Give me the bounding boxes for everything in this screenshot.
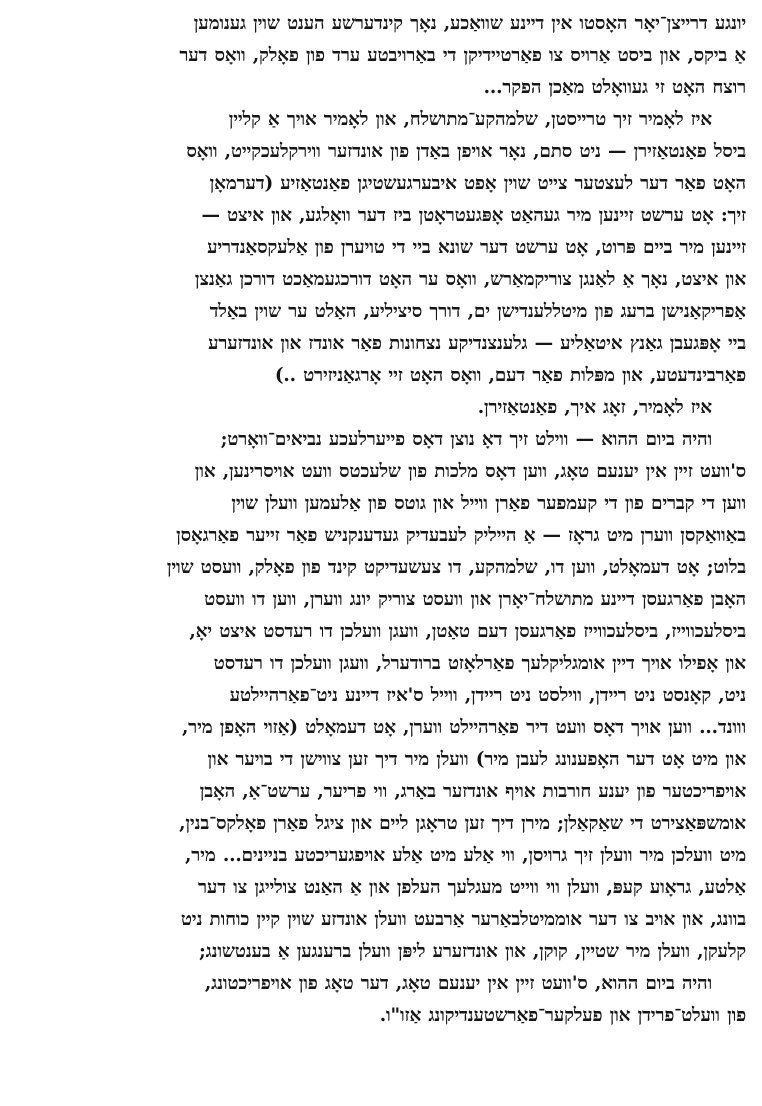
text-line: זיך: אָט ערשט זיינען מיר געהאַט אָפּגעטראָטן ביז דער וואָלגע, און איצט — xyxy=(201,205,746,226)
text-line: און אָפילו אויך דיין אומגליקלעך פאַרלאָזט ברודערל, וועגן וועלכן דו רעדסט xyxy=(213,653,746,674)
document-page xyxy=(18,8,746,1098)
text-line: ווען די קברים פון די קעמפער פאַרן ווייל און גוטס פון אַלעמען וועלן שוין xyxy=(231,493,746,514)
paragraph-2 xyxy=(18,104,746,392)
text-line: רוצח האָט זי געוואָלט מאַכן הפקר... xyxy=(483,77,746,98)
text-line: ס'וועט זיין אין יענעם טאָג, ווען דאָס מלכות פון שלעכטס וועט אויסרינען, און xyxy=(194,461,746,482)
text-line: און איצט, נאָך אַ לאַנגן צוריקמאַרש, וואָס ער האָט דורכגעמאַכט דורכן גאַנצן xyxy=(194,269,746,290)
text-line: ביי אָפּגעבן גאַנץ איטאַליע — גלענצנדיקע נצחונות פאַר אונדז און אונדזערע xyxy=(208,333,746,354)
text-line: אַפריקאַנישן ברעג פון מיטללענדישן ים, דורך סיציליע, האַלט ער שוין באַלד xyxy=(209,301,746,322)
text-line: בוונג, און אויב צו דער אוממיטלבאַרער אַרבעט וועלן אונדזע שוין קיין כוחות ניט xyxy=(180,909,746,930)
text-line: אַלטע, גראָוע קעפּ, וועלן ווי ווייט מעגלעך העלפן און אַ האַנט צולייגן צו דער xyxy=(198,877,746,898)
yiddish-text-body xyxy=(18,8,746,1032)
text-line: והיה ביום ההוא, ס'וועט זיין אין יענעם טאָג, דער טאָג פון אויפריכטונג, xyxy=(204,973,712,994)
text-line: ניט, קאָנסט ניט ריידן, ווילסט ניט ריידן, ווייל ס'איז דיינע ניט־פאַרהיילטע xyxy=(229,685,746,706)
text-line: מיט וועלכן מיר וועלן זיך גרויסן, ווי אַלע מיט אַלע אויפגעריכטע בניינים... מיר, xyxy=(185,845,746,866)
paragraph-4 xyxy=(18,424,746,968)
text-line: ביסלעכווייז, ביסלעכווייז פאַרגעסן דעם טאַטן, וועגן וועלכן דו רעדסט איצט יאָ, xyxy=(189,621,746,642)
text-line: האָט פאַר דער לעצטער צייט שוין אָפט איבערגעשטיגן פאַנטאַזיע (דערמאָן xyxy=(209,173,746,194)
text-line: זיינען מיר ביים פּרוט, אָט ערשט דער שונא ביי די טויערן פון אַלעקסאַנדריע xyxy=(207,237,746,258)
paragraph-1 xyxy=(18,8,746,104)
text-line: בלוט; אָט דעמאָלט, ווען דו, שלמהקע, דו צעשעדיקט קינד פון פאָלק, וועסט שוין xyxy=(166,557,746,578)
text-line: יונגע דרייצן־יאָר האָסטו אין דיינע שוואַכע, נאָך קינדערשע הענט שוין גענומען xyxy=(193,13,746,34)
paragraph-3 xyxy=(18,392,746,424)
text-line: אַ ביקס, און ביסט אַרויס צו פאַרטיידיקן די באַרויבטע ערד פון פאָלק, וואָס דער xyxy=(179,45,746,66)
text-line: פאַרבינדעטע, און מפּלות פאַר דעם, וואָס האָט זיי אָרגאַניזירט ..) xyxy=(274,365,746,386)
text-line: האָבן פאַרגעסן דיינע מתושלח־יאָרן און וועסט צוריק יונג ווערן, ווען דו וועסט xyxy=(204,589,746,610)
text-line: און מיט אָט דער האָפענונג לעבן מיר) וועלן מיר דיך זען צווישן די בויער און xyxy=(207,749,746,770)
text-line: אויפריכטער פון יענע חורבות אויף אונדזער באַרג, ווי פריער, ערשט־אַ, האָבן xyxy=(199,781,746,802)
text-line: ביסל פאַנטאַזירן — ניט סתם, נאָר אויפן באַדן פון אונדזער ווירקלעכקייט, וואָס xyxy=(186,141,746,162)
paragraph-5 xyxy=(18,968,746,1032)
text-line: אומשפּאַצירט די שאַקאַלן; מירן דיך זען טראָגן ליים און ציגל פאַרן פאָלקס־בנין, xyxy=(179,813,746,834)
text-line: ווונד... ווען אויך דאָס וועט דיר פאַרהיילט ווערן, אָט דעמאָלט (אַזוי האָפן מיר, xyxy=(181,717,746,738)
text-line: באַוואַקסן ווערן מיט גראָז — אַ הייליק לעבעדיק געדענקניש פאַר זייער פאַרגאָסן xyxy=(176,525,746,546)
text-line: קלעקן, וועלן מיר שטיין, קוקן, און אונדזערע ליפּן וועלן ברענגען אַ בענטשונג; xyxy=(198,941,746,962)
text-line: איז לאָמיר זיך טרייסטן, שלמהקע־מתושלח, און לאָמיר אויך אַ קליין xyxy=(228,109,712,130)
text-line: פון וועלט־פרידן און פעלקער־פאַרשטענדיקונג אַזו"ו. xyxy=(379,1005,746,1026)
text-line: איז לאָמיר, זאָג איך, פאַנטאַזירן. xyxy=(477,397,712,418)
text-line: והיה ביום ההוא — ווילט זיך דאָ נוצן דאָס פייערלעכע נביאים־וואָרט; xyxy=(220,429,712,450)
